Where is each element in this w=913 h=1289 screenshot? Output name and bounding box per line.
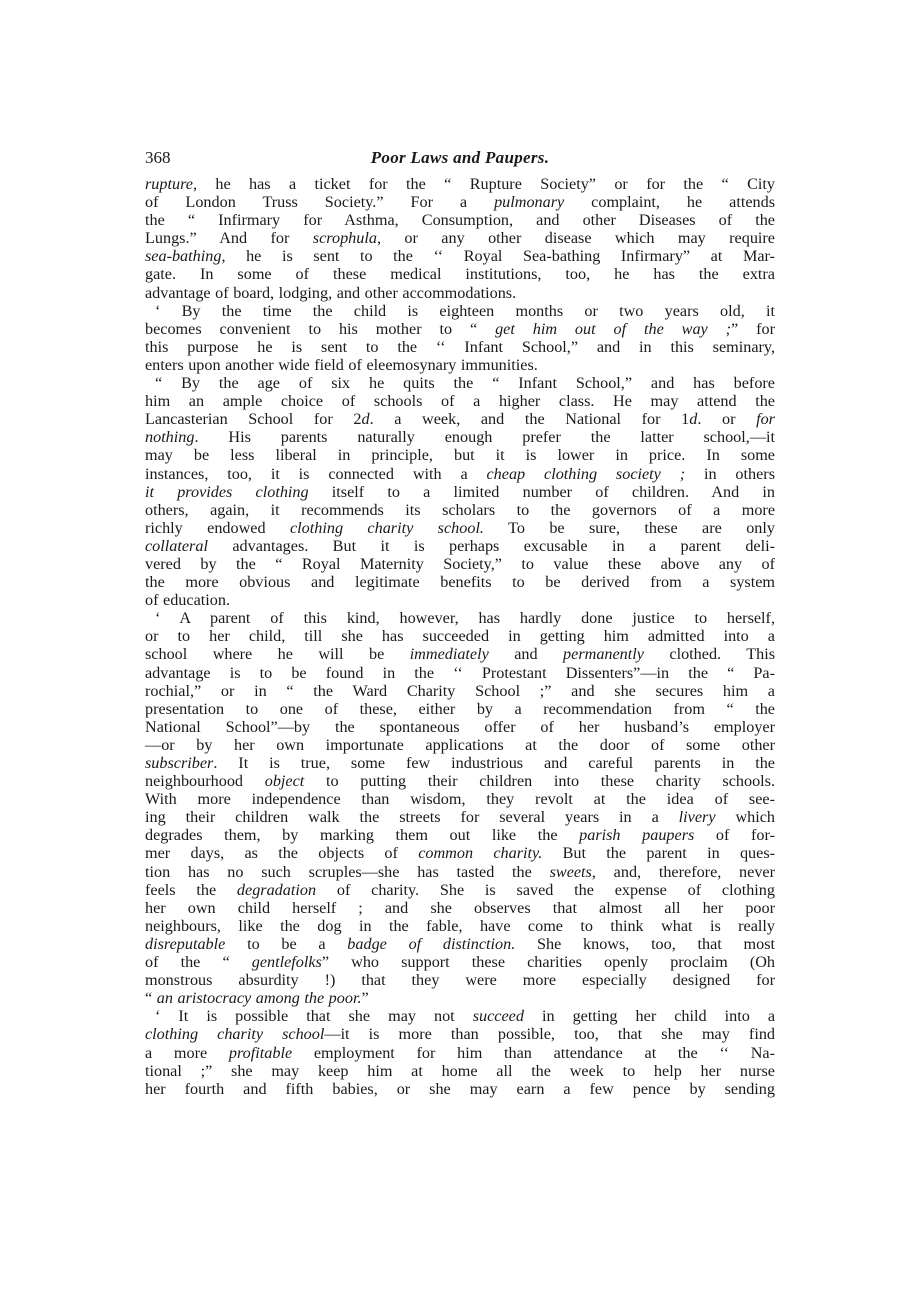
- text-run: ”: [361, 989, 369, 1008]
- text-line: [145, 899, 775, 917]
- italic-text: clothing charity school: [145, 1025, 325, 1044]
- text-run: the “ Infirmary for Asthma, Consumption, and other Diseases of the: [145, 211, 775, 230]
- text-run: of for-: [694, 826, 775, 845]
- text-line: [145, 265, 775, 283]
- text-run: ‘ By the time the child is eighteen months or two years old, it: [155, 301, 775, 320]
- text-line: [145, 664, 775, 682]
- text-line: [145, 428, 775, 446]
- text-run: She knows, too, that most: [515, 934, 775, 953]
- text-run: mer days, as the objects of: [145, 844, 419, 863]
- text-run: of education.: [145, 591, 231, 610]
- text-line: [145, 645, 775, 663]
- text-run: the more obvious and legitimate benefits to be derived from a system: [145, 573, 775, 592]
- text-run: of London Truss Society.” For a: [145, 193, 495, 212]
- text-run: advantage is to be found in the ‘‘ Protestant Dissenters”—in the “ Pa-: [145, 663, 775, 682]
- text-line: [145, 573, 775, 591]
- text-run: Lungs.” And for: [145, 229, 313, 248]
- text-line: [145, 229, 775, 247]
- text-run: . His parents naturally enough prefer the latter school,—it: [194, 428, 775, 447]
- text-line: [145, 989, 775, 1007]
- italic-text: sea-bathing: [145, 247, 222, 266]
- text-line: [145, 808, 775, 826]
- text-run: instances, too, it is connected with a: [145, 464, 487, 483]
- text-run: neighbours, like the dog in the fable, have come to think what is really: [145, 916, 775, 935]
- text-run: gate. In some of these medical institutions, too, he has the extra: [145, 265, 775, 284]
- text-run: —or by her own importunate applications at the door of some other: [145, 735, 775, 754]
- text-line: [145, 1025, 775, 1043]
- text-run: to be a: [225, 934, 348, 953]
- italic-text: succeed: [472, 1007, 524, 1026]
- text-run: monstrous absurdity !) that they were more especially designed for: [145, 971, 775, 990]
- italic-text: for: [756, 410, 775, 429]
- text-line: [145, 754, 775, 772]
- text-line: [145, 844, 775, 862]
- text-run: , he is sent to the ‘‘ Royal Sea-bathing Infirmary” at Mar-: [221, 247, 775, 266]
- text-line: [145, 953, 775, 971]
- text-line: [145, 917, 775, 935]
- text-run: a more: [145, 1043, 229, 1062]
- text-run: degrades them, by marking them out like the: [145, 826, 580, 845]
- text-line: [145, 826, 775, 844]
- italic-text: nothing: [145, 428, 195, 447]
- text-run: richly endowed: [145, 518, 290, 537]
- text-run: Lancasterian School for 2: [145, 410, 362, 429]
- text-run: of charity. She is saved the expense of clothing: [316, 880, 775, 899]
- italic-text: collateral: [145, 536, 208, 555]
- text-line: [145, 501, 775, 519]
- text-line: [145, 392, 775, 410]
- text-line: [145, 971, 775, 989]
- text-run: To be sure, these are only: [483, 518, 775, 537]
- text-line: [145, 446, 775, 464]
- text-line: [145, 935, 775, 953]
- text-line: [145, 1007, 775, 1025]
- text-run: advantage of board, lodging, and other accommodations.: [145, 283, 517, 302]
- text-run: itself to a limited number of children. And in: [308, 482, 775, 501]
- text-line: [145, 338, 775, 356]
- italic-text: an aristocracy among the poor.: [156, 989, 362, 1008]
- text-line: [145, 193, 775, 211]
- text-run: him an ample choice of schools of a higher class. He may attend the: [145, 392, 775, 411]
- text-run: ing their children walk the streets for several years in a: [145, 808, 679, 827]
- italic-text: cheap clothing society ;: [486, 464, 686, 483]
- text-run: her own child herself ; and she observes that almost all her poor: [145, 898, 775, 917]
- italic-text: rupture: [145, 175, 193, 193]
- italic-text: profitable: [228, 1043, 293, 1062]
- text-run: neighbourhood: [145, 772, 265, 791]
- text-run: to putting their children into these charity schools.: [304, 772, 776, 791]
- italic-text: badge of distinction.: [347, 934, 516, 953]
- text-line: [145, 881, 775, 899]
- text-run: becomes convenient to his mother to “: [145, 319, 496, 338]
- text-run: ” for: [731, 319, 776, 338]
- text-run: rochial,” or in “ the Ward Charity School ;” and she secures him a: [145, 681, 775, 700]
- text-line: [145, 682, 775, 700]
- text-line: [145, 1044, 775, 1062]
- text-run: this purpose he is sent to the ‘‘ Infant School,” and in this seminary,: [145, 337, 775, 356]
- text-run: complaint, he attends: [564, 193, 775, 212]
- text-run: , and, therefore, never: [591, 862, 775, 881]
- text-run: may be less liberal in principle, but it is lower in price. In some: [145, 446, 775, 465]
- italic-text: get him out of the way ;: [495, 319, 732, 338]
- text-run: “: [145, 989, 157, 1008]
- italic-text: permanently: [563, 645, 644, 664]
- italic-text: gentlefolks: [251, 953, 322, 972]
- text-run: tion has no such scruples—she has tasted the: [145, 862, 550, 881]
- text-run: , or any other disease which may require: [376, 229, 775, 248]
- text-run: which: [715, 808, 776, 827]
- text-run: clothed. This: [643, 645, 776, 664]
- italic-text: sweets: [549, 862, 592, 881]
- text-line: [145, 772, 775, 790]
- italic-text: subscriber: [145, 754, 214, 772]
- text-line: [145, 863, 775, 881]
- text-run: advantages. But it is perhaps excusable in a parent deli-: [207, 536, 775, 555]
- text-line: [145, 175, 775, 193]
- text-line: [145, 410, 775, 428]
- page-header: [145, 145, 775, 175]
- italic-text: immediately: [409, 645, 489, 664]
- text-line: [145, 247, 775, 265]
- italic-text: disreputable: [145, 934, 226, 953]
- body-text: [145, 175, 775, 1098]
- text-run: tional ;” she may keep him at home all the week to help her nurse: [145, 1061, 775, 1080]
- text-line: [145, 555, 775, 573]
- italic-text: object: [264, 772, 305, 791]
- text-run: in others: [685, 464, 775, 483]
- page-number: 368: [145, 148, 171, 167]
- text-run: presentation to one of these, either by a recommendation from “ the: [145, 699, 775, 718]
- italic-text: d: [689, 410, 698, 429]
- text-run: But the parent in ques-: [542, 844, 776, 863]
- text-run: others, again, it recommends its scholars to the governors of a more: [145, 500, 775, 519]
- italic-text: it provides clothing: [145, 482, 309, 501]
- text-line: [145, 700, 775, 718]
- text-run: . It is true, some few industrious and careful parents in the: [213, 754, 775, 772]
- text-line: [145, 1080, 775, 1098]
- text-line: [145, 736, 775, 754]
- text-run: her fourth and fifth babies, or she may earn a few pence by sending: [145, 1079, 775, 1098]
- text-run: or to her child, till she has succeeded in getting him admitted into a: [145, 627, 775, 646]
- italic-text: common charity.: [418, 844, 543, 863]
- text-run: ‘ It is possible that she may not: [155, 1007, 473, 1026]
- text-run: school where he will be: [145, 645, 410, 664]
- text-line: [145, 627, 775, 645]
- italic-text: pulmonary: [494, 193, 565, 212]
- book-page: [145, 145, 775, 1098]
- italic-text: parish paupers: [579, 826, 695, 845]
- text-run: , he has a ticket for the “ Rupture Society” or for the “ City: [192, 175, 775, 193]
- text-run: enters upon another wide field of eleemosynary immunities.: [145, 355, 538, 374]
- text-line: [145, 284, 775, 302]
- text-run: feels the: [145, 880, 237, 899]
- text-run: and: [488, 645, 564, 664]
- text-line: [145, 537, 775, 555]
- text-line: [145, 320, 775, 338]
- text-run: ‘ A parent of this kind, however, has hardly done justice to herself,: [155, 609, 775, 628]
- italic-text: clothing charity school.: [289, 518, 484, 537]
- text-line: [145, 790, 775, 808]
- text-line: [145, 211, 775, 229]
- text-run: in getting her child into a: [523, 1007, 776, 1026]
- text-run: National School”—by the spontaneous offer of her husband’s employer: [145, 717, 775, 736]
- text-run: ” who support these charities openly proclaim (Oh: [321, 953, 775, 972]
- text-run: “ By the age of six he quits the “ Infant School,” and has before: [155, 374, 775, 393]
- text-line: [145, 356, 775, 374]
- text-line: [145, 465, 775, 483]
- italic-text: livery: [678, 808, 716, 827]
- italic-text: degradation: [236, 880, 317, 899]
- text-line: [145, 591, 775, 609]
- text-line: [145, 1062, 775, 1080]
- text-run: of the “: [145, 953, 252, 972]
- text-run: With more independence than wisdom, they revolt at the idea of see-: [145, 790, 775, 809]
- text-line: [145, 374, 775, 392]
- text-run: . a week, and the National for 1: [369, 410, 690, 429]
- running-title: Poor Laws and Paupers.: [370, 148, 550, 167]
- text-run: —it is more than possible, too, that she may find: [324, 1025, 776, 1044]
- text-line: [145, 718, 775, 736]
- italic-text: d: [361, 410, 370, 429]
- text-run: . or: [697, 410, 757, 429]
- text-line: [145, 609, 775, 627]
- italic-text: scrophula: [312, 229, 377, 248]
- text-line: [145, 483, 775, 501]
- text-run: vered by the “ Royal Maternity Society,” to value these above any of: [145, 554, 775, 573]
- text-line: [145, 302, 775, 320]
- text-run: employment for him than attendance at the ‘‘ Na-: [292, 1043, 775, 1062]
- text-line: [145, 519, 775, 537]
